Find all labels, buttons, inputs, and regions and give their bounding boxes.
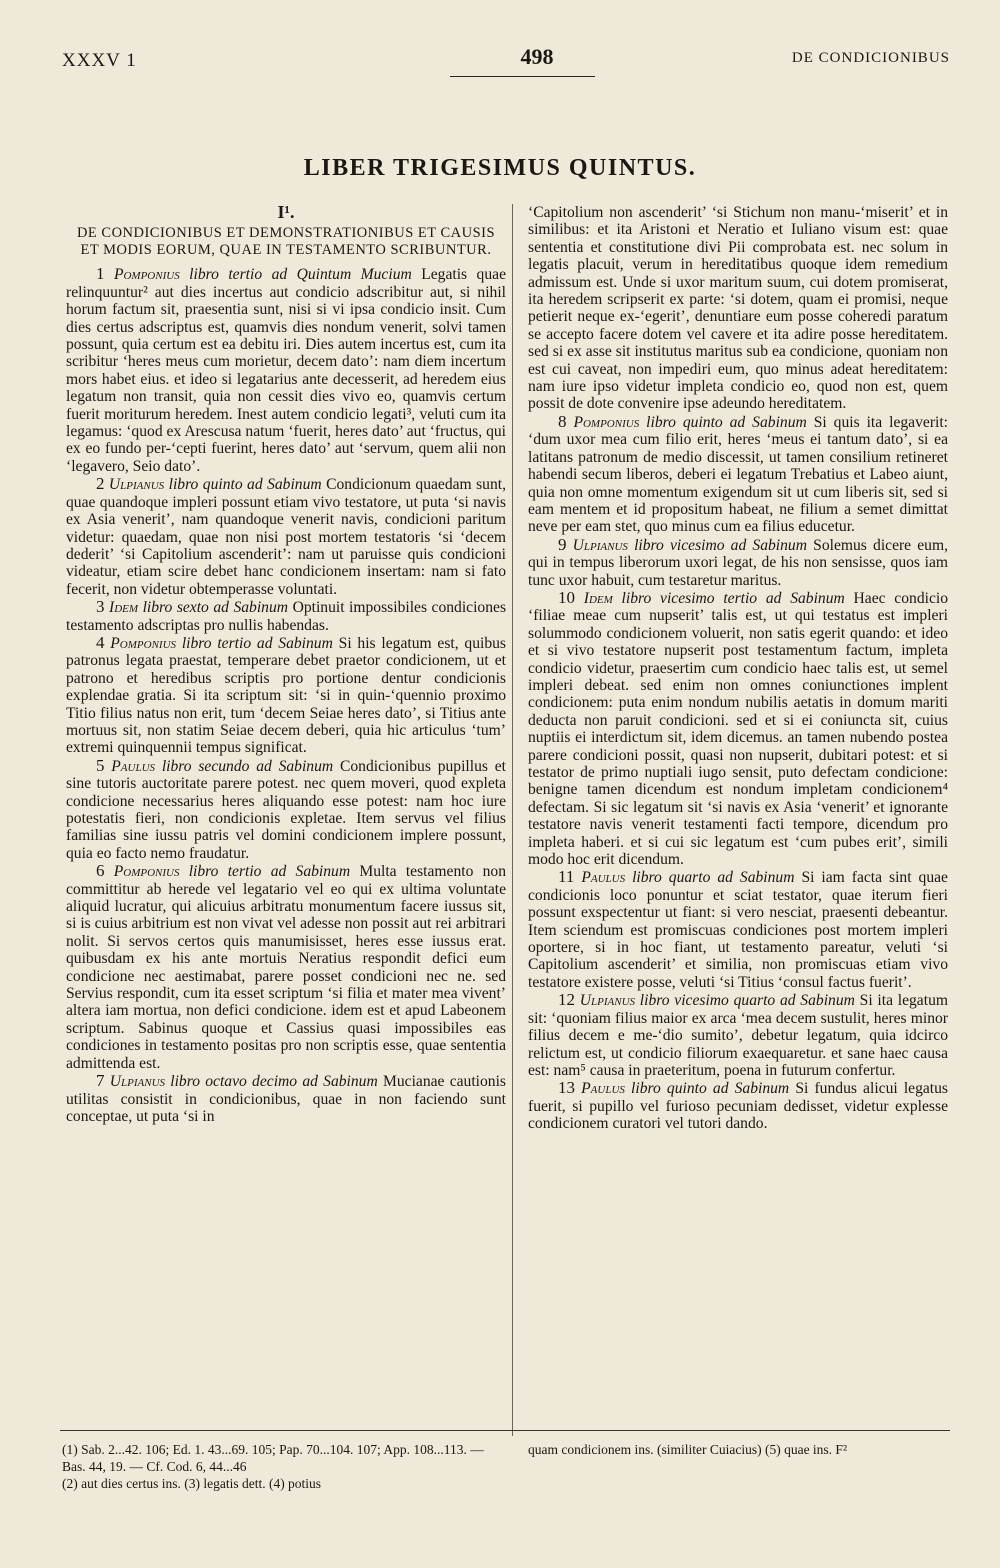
- paragraph-number: 12: [558, 990, 575, 1010]
- paragraph: [528, 589, 948, 869]
- source-citation: libro tertio ad Quintum Mucium: [189, 266, 412, 284]
- paragraph-number: 6: [96, 861, 105, 881]
- paragraph-text: Legatis quae relinquuntur² aut dies incertus aut condicio adscribitur aut, si nihil horum factum sit, praesentia sunt, nisi si vi ipsa condicio insit. Cum dies certus adscriptus est, quamvis dies nondum venerit, solvi tamen possunt, quia certum est ea debitu iri. Dies autem incertus est, cum ita scribitur ‘heres meus cum morietur, decem dato’: nam diem incertum mors habet eius. et ideo si legatarius ante decesserit, ad heredem eius legatum non transit, quia non cessit dies vivo eo, quamvis certum fuerit moriturum heredem. Inest autem condicio legati³, veluti cum ita legamus: ‘quod ex Arescusa natum ‘fuerit, heres dato’ aut ‘fructus, qui ex eo fundo per-‘cepti fuerint, heres dato’ aut ‘servum, quem alii non ‘legavero, Seio dato’.: [66, 266, 506, 475]
- paragraph-text: Condicionum quaedam sunt, quae quandoque impleri possunt etiam vivo testatore, ut puta ‘si navis ex Asia venerit’, nam quandoque venerit navis, condicioni paritum videtur: quaedam, quae non nisi post mortem testatoris ‘si ‘decem dederit’ ‘si Capitolium ascenderit’: nam ut paruisse quis condicioni videatur, etiam scire debet hanc condicionem insertam: nam si fato fecerit, non videtur obtemperasse voluntati.: [66, 476, 506, 598]
- paragraph-number: 1: [96, 264, 105, 284]
- left-column: [66, 204, 506, 1125]
- paragraph: [528, 536, 948, 589]
- header-section-ref: XXXV 1: [62, 50, 137, 71]
- source-citation: libro vicesimo quarto ad Sabinum: [639, 992, 855, 1010]
- source-citation: libro octavo decimo ad Sabinum: [170, 1073, 378, 1091]
- jurist-name: Idem: [109, 599, 139, 617]
- column-separator: [512, 204, 514, 1436]
- paragraph-text: Optinuit impossibiles condiciones testamento adscriptas pro nullis habendas.: [66, 599, 507, 634]
- paragraph: [66, 598, 506, 634]
- paragraph-number: 13: [558, 1078, 575, 1098]
- paragraph: [66, 757, 506, 862]
- paragraph-number: 2: [96, 474, 105, 494]
- jurist-name: Ulpianus: [572, 536, 628, 554]
- paragraph-text: Haec condicio ‘filiae meae cum nupserit’ talis est, ut qui testatus est impleri solummodo condicionem voluerit, non satis egerit quando: et ideo et si vivo testatore nupserit post testamentum factum, impleta condicio videtur, praesertim cum condicio haec talis est, ut semel impleri debeat. sed enim non omnes coniunctiones implent condicionem: puta enim nondum nubilis aetatis in domum mariti deducta non paruit condicioni. sed et si ei coniuncta sit, cuius nuptiis ei interdictum sit, idem dicemus. an tamen nubendo postea parere condicioni possit, quasi non nupserit, dubitari potest: et si testator de primo nuptiali iugo sensit, puto defectam condicione: benigne tamen dicendum est nondum impletam condicionem⁴ defectam. Si sic legatum sit ‘si navis ex Asia ‘venerit’ et ignorante testatore navis venerit testamenti facti tempore, dicendum pro impleta haberi. et si cui sic legatum est ‘cum pubes erit’, simili modo hoc erit dicendum.: [528, 589, 948, 869]
- footnotes-left: [62, 1441, 507, 1492]
- source-citation: libro quinto ad Sabinum: [168, 476, 322, 494]
- jurist-name: Paulus: [581, 869, 626, 887]
- jurist-name: Pomponius: [113, 863, 180, 881]
- jurist-name: Paulus: [581, 1080, 625, 1098]
- paragraph-text: Mucianae cautionis utilitas consistit in condicionibus, quae in non faciendo sunt conceptae, ut puta ‘si in: [66, 1073, 506, 1125]
- paragraph: [528, 204, 948, 413]
- footnote-line: quam condicionem ins. (similiter Cuiacius) (5) quae ins. F²: [528, 1442, 847, 1457]
- paragraph-number: 8: [558, 411, 567, 431]
- footnote-line: (2) aut dies certus ins. (3) legatis dett. (4) potius: [62, 1476, 322, 1491]
- footnotes-right: [528, 1441, 948, 1458]
- jurist-name: Pomponius: [110, 634, 177, 652]
- paragraph: [66, 634, 506, 757]
- source-citation: libro quarto ad Sabinum: [632, 869, 795, 887]
- paragraph-text: Si his legatum est, quibus patronus legata praestat, temperare debet praetor condicionem, ut et patrono et heredibus scriptis pro portione dentur condicionis explendae gratia. Si ita scriptum sit: ‘si in quin-‘quennio proximo Titio filius natus non erit, tum ‘decem Seiae heres dato’, si Titius ante mortuus sit, non statim Seiae decem deberi, quia hic articulus ‘tum’ extremi quinquennii tempus significat.: [66, 634, 506, 757]
- source-citation: libro quinto ad Sabinum: [646, 413, 807, 431]
- paragraph: [66, 862, 506, 1072]
- source-citation: libro quinto ad Sabinum: [631, 1080, 790, 1098]
- source-citation: libro vicesimo tertio ad Sabinum: [621, 589, 845, 607]
- paragraph-number: 3: [96, 597, 105, 617]
- paragraph-number: 11: [558, 867, 575, 887]
- jurist-name: Ulpianus: [109, 1073, 166, 1091]
- jurist-name: Paulus: [111, 757, 156, 775]
- jurist-name: Pomponius: [113, 266, 180, 284]
- source-citation: libro sexto ad Sabinum: [142, 599, 289, 617]
- book-title: LIBER TRIGESIMUS QUINTUS.: [303, 155, 697, 181]
- paragraph-text: Si fundus alicui legatus fuerit, si pupillo vel furioso pecuniam dedisset, videtur explesse condicionem curatori vel tutori dando.: [528, 1080, 948, 1133]
- source-citation: libro secundo ad Sabinum: [161, 757, 334, 775]
- paragraph: [66, 265, 506, 475]
- paragraph: [66, 1072, 506, 1125]
- title-number: I¹.: [277, 202, 295, 222]
- running-header: [62, 44, 950, 76]
- page-number: 498: [520, 44, 554, 69]
- paragraph: [66, 475, 506, 598]
- paragraph: [528, 991, 948, 1079]
- paragraph-number: 5: [96, 755, 105, 775]
- footnote-rule: [60, 1430, 950, 1431]
- jurist-name: Ulpianus: [579, 992, 636, 1010]
- jurist-name: Idem: [583, 589, 613, 607]
- paragraph-number: 10: [558, 587, 575, 607]
- paragraph-text: Si quis ita legaverit: ‘dum uxor mea cum filio erit, heres ‘meus ei tantum dato’, si ea latitans patronum de medio discessit, ut tamen consilium retineret habendi secum liberos, deberi ei legatum Trebatius et Labeo aiunt, quia non omne momentum exigendum sit ut cum liberis sit, sed si eam mentem et id propositum habeat, ne filium a semet dimittat neve per eam stet, quo minus cum ea filius educetur.: [528, 413, 949, 536]
- paragraph-number: 7: [96, 1071, 105, 1091]
- jurist-name: Ulpianus: [108, 476, 165, 494]
- paragraph: [528, 868, 948, 991]
- paragraph-text: Condicionibus pupillus et sine tutoris auctoritate parere potest. nec quem moveri, quod expleta condicione necessarius heres aliquando esse potest: nam hoc iure potestatis fieri, non condicionis expletae. Item servus vel filius familias sine iussu patris vel domini condicionem implere possunt, quia eo facto nemo fraudatur.: [66, 757, 506, 862]
- paragraph-number: 4: [96, 632, 105, 652]
- header-running-title: DE CONDICIONIBUS: [791, 50, 950, 66]
- source-citation: libro vicesimo ad Sabinum: [634, 536, 807, 554]
- paragraph-text: Multa testamento non committitur ab herede vel legatario vel eo qui ex ultima voluntate aliquid lucratur, qui alicuius arbitratu monumentum facere iussus sit, si is cuius arbitrium est non vivat vel adesse non possit aut rei arbitrari nolit. Si servos certos quis manumisisset, heres esse iussus erat. quibusdam ex his ante mortuis Neratius respondit defici eum condicione nec aestimabat, parere posset condicioni nec ne. sed Servius respondit, cum ita esset scriptum ‘si filia et mater mea vivent’ altera iam mortua, non defici condicione. idem est et apud Labeonem scriptum. Sabinus quoque et Cassius quasi impossibiles eas condiciones in testamento positas pro non scriptis esse, quae sententia admittenda est.: [66, 863, 506, 1072]
- paragraph-number: 9: [558, 534, 567, 554]
- footnote-line: (1) Sab. 2...42. 106; Ed. 1. 43...69. 105; Pap. 70...104. 107; App. 108...113. — Bas. 44, 19. — Cf. Cod. 6, 44...46: [62, 1442, 484, 1474]
- paragraph: [528, 1079, 948, 1132]
- paragraph-text: ‘Capitolium non ascenderit’ ‘si Stichum non manu-‘miserit’ et in similibus: et ita Aristoni et Neratio et Iuliano visum est: quae sententia et constitutione divi Pii comprobata est. nec solum in legatis placuit, verum in hereditatibus quoque idem remedium admissum est. Unde si uxor maritum suum, cui dotem promiserat, ita heredem scripserit ex parte: ‘si dotem, quam ei promisi, neque petierit neque ex-‘egerit’, denuntiare eum posse coheredi paratum se accepto facere dotem vel cavere et ita adire posse hereditatem. sed si ex asse sit institutus maritus sub ea condicione, quoniam non est cui caveat, non impediri eum, quo minus adeat hereditatem: nam iure ipso videtur impleta condicio eo, quod non est, quem possit de dote convenire ipse adeundo hereditatem.: [528, 204, 948, 413]
- paragraph-text: Si ita legatum sit: ‘quoniam filius maior ex arca ‘mea decem sustulit, heres minor filius decem e me-‘dio sumito’, debetur legatum, quia idcirco relictum est, ut condicio filiorum exaequaretur. et sane haec causa est: nam⁵ causa in praeteritum, poena in futurum confertur.: [528, 992, 948, 1079]
- paragraph: [528, 413, 948, 536]
- source-citation: libro tertio ad Sabinum: [181, 634, 333, 652]
- section-title: DE CONDICIONIBUS ET DEMONSTRATIONIBUS ET CAUSIS ET MODIS EORUM, QUAE IN TESTAMENTO SCRIBUNTUR.: [76, 225, 496, 259]
- right-column: [528, 204, 948, 1133]
- header-rule: [450, 76, 595, 77]
- paragraph-text: Si iam facta sint quae condicionis loco ponuntur et sciat testator, quae iterum fieri possunt exspectentur ut fiant: si vero nesciat, praesenti debeantur. Item sciendum est promiscuas condiciones post mortem impleri oportere, si in hoc fiant, ut testamento pareatur, veluti ‘si Capitolium ascenderit’ et similia, non promiscuas etiam vivo testatore existere posse, veluti ‘si Titius ‘consul factus fuerit’.: [528, 869, 948, 991]
- jurist-name: Pomponius: [573, 413, 640, 431]
- paragraph-text: Solemus dicere eum, qui in tempus liberorum uxori legat, de his non sensisse, quos iam tunc uxor habuit, cum testaretur maritus.: [528, 536, 948, 589]
- source-citation: libro tertio ad Sabinum: [188, 863, 351, 881]
